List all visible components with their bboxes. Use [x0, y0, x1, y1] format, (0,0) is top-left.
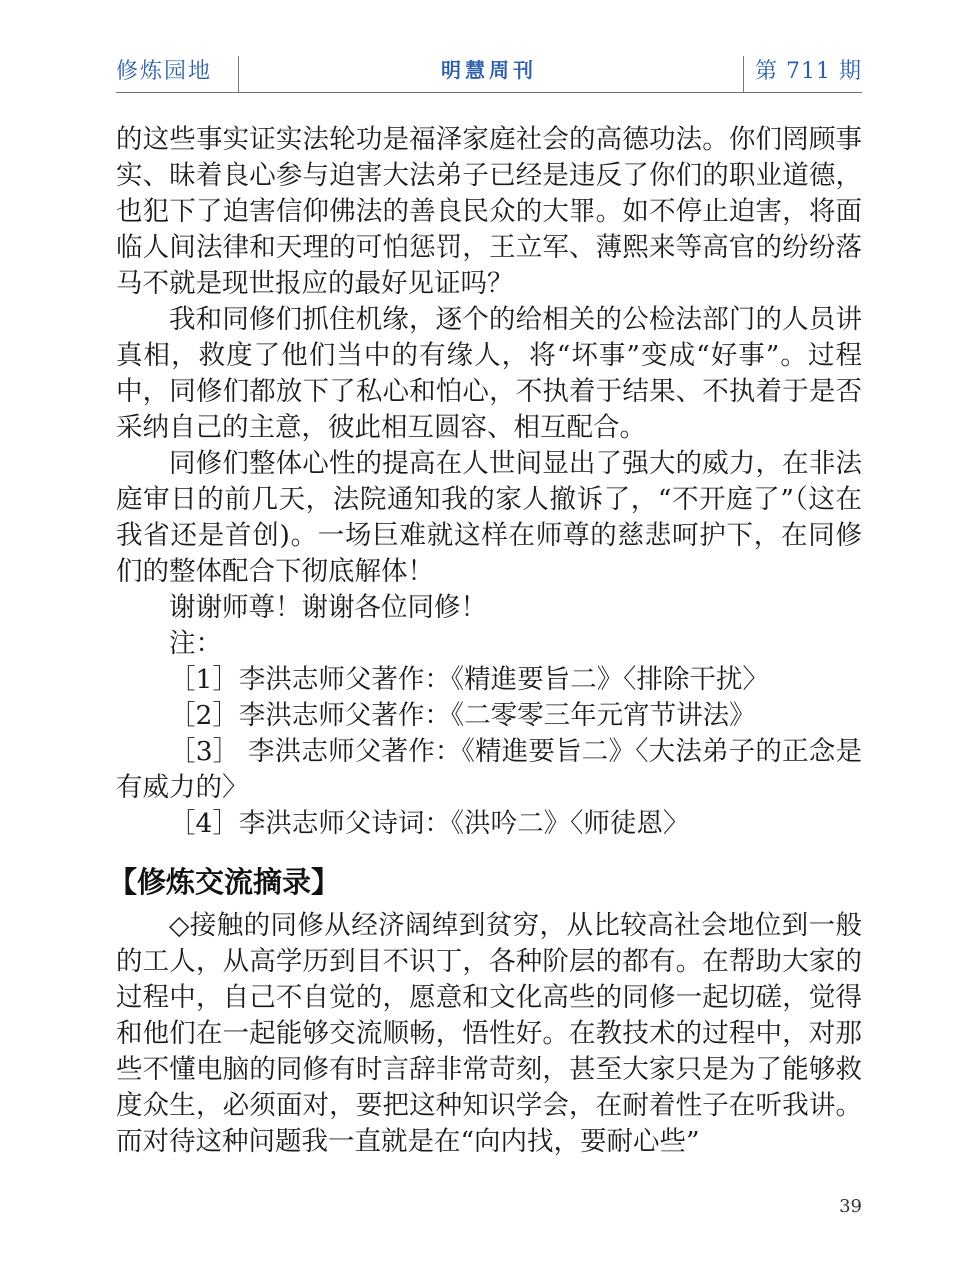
header-divider-right	[743, 56, 744, 92]
paragraph: 同修们整体心性的提高在人世间显出了强大的威力，在非法庭审日的前几天，法院通知我的家人撤诉了，“不开庭了”（这在我省还是首创)。一场巨难就这样在师尊的慈悲呵护下，在同修们的整体配合下彻底解体！	[116, 448, 862, 587]
note-item: ［3］ 李洪志师父著作：《精進要旨二》〈大法弟子的正念是有威力的〉	[116, 736, 862, 803]
note-item: ［1］李洪志师父著作：《精進要旨二》〈排除干扰〉	[169, 664, 769, 695]
closing-thanks: 谢谢师尊！谢谢各位同修！	[169, 592, 487, 623]
page-number: 39	[839, 1196, 862, 1217]
paragraph: 我和同修们抓住机缘，逐个的给相关的公检法部门的人员讲真相，救度了他们当中的有缘人，将“坏事”变成“好事”。过程中，同修们都放下了私心和怕心，不执着于结果、不执着于是否采纳自己的主意，彼此相互圆容、相互配合。	[116, 304, 862, 443]
notes-label: 注：	[169, 628, 222, 659]
header-publication-title: 明慧周刊	[441, 58, 537, 82]
article-body	[108, 122, 862, 1160]
paragraph: ◇接触的同修从经济阔绰到贫穷，从比较高社会地位到一般的工人，从高学历到目不识丁，各种阶层的都有。在帮助大家的过程中，自己不自觉的，愿意和文化高些的同修一起切磋，觉得和他们在一起能够交流顺畅，悟性好。在教技术的过程中，对那些不懂电脑的同修有时言辞非常苛刻，甚至大家只是为了能够救度众生，必须面对，要把这种知识学会，在耐着性子在听我讲。而对待这种问题我一直就是在“向内找，要耐心些”	[116, 910, 862, 1157]
header-section-label: 修炼园地	[116, 59, 213, 84]
note-item: ［2］李洪志师父著作：《二零零三年元宵节讲法》	[169, 700, 756, 731]
paragraph: 的这些事实证实法轮功是福泽家庭社会的高德功法。你们罔顾事实、昧着良心参与迫害大法弟子已经是违反了你们的职业道德，也犯下了迫害信仰佛法的善良民众的大罪。如不停止迫害，将面临人间法律和天理的可怕惩罚，王立军、薄熙来等高官的纷纷落马不就是现世报应的最好见证吗？	[116, 124, 862, 299]
section-title: 【修炼交流摘录】	[108, 865, 341, 899]
note-item: ［4］李洪志师父诗词：《洪吟二》〈师徒恩〉	[169, 808, 690, 839]
header-issue-number: 第 711 期	[755, 59, 862, 84]
page-header	[116, 54, 862, 93]
